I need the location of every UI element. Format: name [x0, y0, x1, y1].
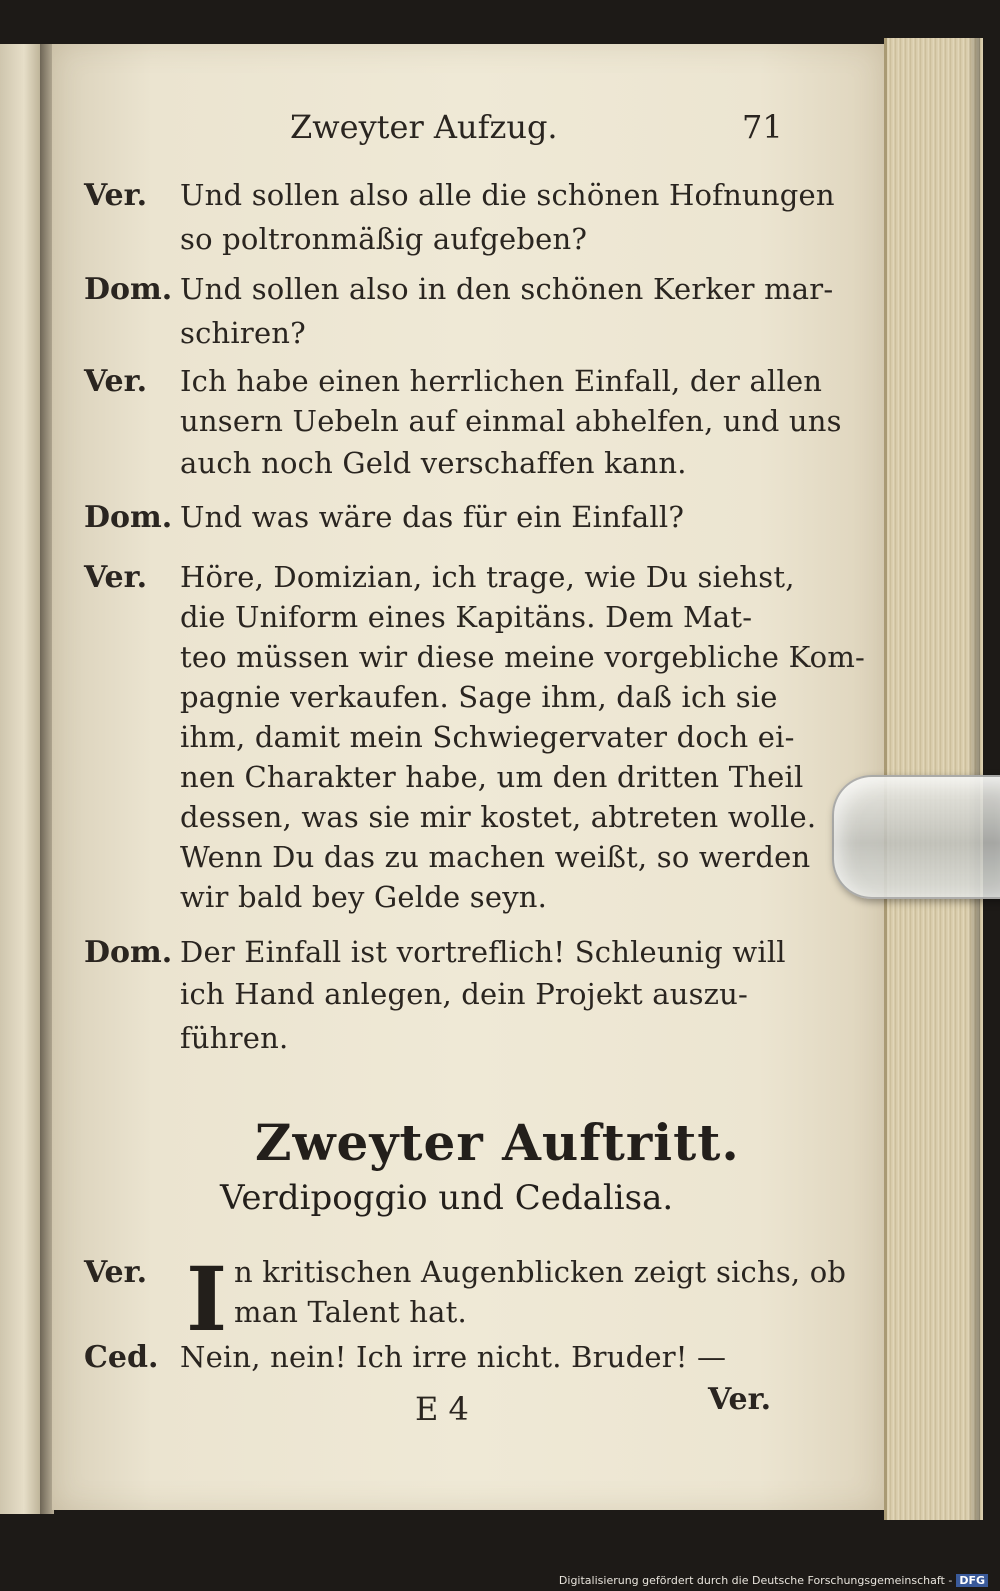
drop-cap: I — [186, 1247, 228, 1351]
speech-line: man Talent hat. — [234, 1295, 467, 1329]
signature-mark: E 4 — [415, 1390, 469, 1428]
speaker-label: Ver. — [84, 1255, 148, 1290]
digitization-credit — [559, 1574, 988, 1587]
speech-line: ich Hand anlegen, dein Projekt auszu- — [180, 977, 749, 1011]
speaker-label: Dom. — [84, 500, 173, 535]
speech-line: nen Charakter habe, um den dritten Theil — [180, 760, 804, 794]
speech-line: teo müssen wir diese meine vorgebliche Kom- — [180, 640, 866, 674]
speech-line: so poltronmäßig aufgeben? — [180, 222, 588, 256]
speech-line: Nein, nein! Ich irre nicht. Bruder! — — [180, 1340, 727, 1374]
glass-page-weight — [832, 775, 1000, 899]
scene-title: Zweyter Auftritt. — [255, 1113, 740, 1172]
speaker-label: Ver. — [84, 364, 148, 399]
speech-line: Und sollen also alle die schönen Hofnungen — [180, 178, 835, 212]
speech-line: ihm, damit mein Schwiegervater doch ei- — [180, 720, 795, 754]
speech-line: n kritischen Augenblicken zeigt sichs, ob — [234, 1255, 847, 1289]
speech-line: Wenn Du das zu machen weißt, so werden — [180, 840, 811, 874]
speaker-label: Ced. — [84, 1340, 159, 1375]
speaker-label: Dom. — [84, 935, 173, 970]
left-page-edge — [0, 44, 42, 1514]
scene-persons: Verdipoggio und Cedalisa. — [220, 1178, 674, 1218]
dfg-logo: DFG — [956, 1574, 988, 1587]
page-number: 71 — [742, 108, 783, 146]
speech-line: wir bald bey Gelde seyn. — [180, 880, 548, 914]
speech-line: die Uniform eines Kapitäns. Dem Mat- — [180, 600, 753, 634]
speech-line: Und sollen also in den schönen Kerker mar- — [180, 272, 834, 306]
speech-line: führen. — [180, 1021, 289, 1055]
speaker-label: Dom. — [84, 272, 173, 307]
speech-line: pagnie verkaufen. Sage ihm, daß ich sie — [180, 680, 778, 714]
catchword: Ver. — [708, 1382, 772, 1417]
credit-text: Digitalisierung gefördert durch die Deutsche Forschungsgemeinschaft - — [558, 1574, 953, 1587]
speech-line: Der Einfall ist vortreflich! Schleunig will — [180, 935, 786, 969]
speech-line: auch noch Geld verschaffen kann. — [180, 446, 687, 480]
running-title: Zweyter Aufzug. — [290, 108, 558, 146]
speech-line: schiren? — [180, 316, 306, 350]
speech-line: Ich habe einen herrlichen Einfall, der allen — [180, 364, 823, 398]
speech-line: unsern Uebeln auf einmal abhelfen, und uns — [180, 404, 842, 438]
speech-line: Höre, Domizian, ich trage, wie Du siehst, — [180, 560, 795, 594]
speaker-label: Ver. — [84, 560, 148, 595]
speaker-label: Ver. — [84, 178, 148, 213]
speech-line: dessen, was sie mir kostet, abtreten wolle. — [180, 800, 817, 834]
speech-line: Und was wäre das für ein Einfall? — [180, 500, 685, 534]
